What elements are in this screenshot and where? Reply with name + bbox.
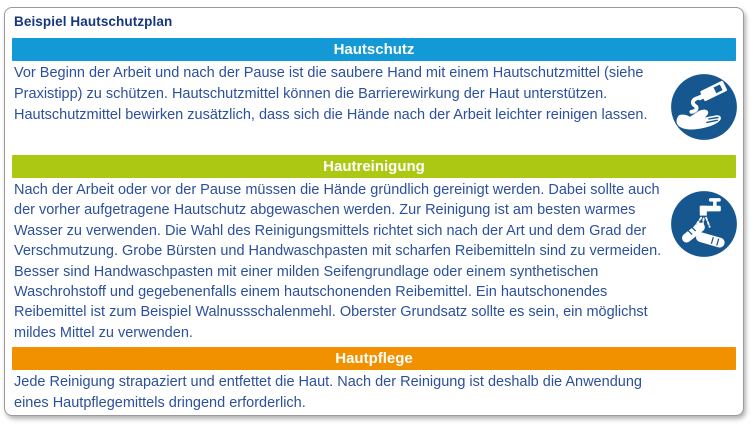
section-header-hautpflege	[12, 347, 736, 370]
section-header-hautreinigung	[12, 155, 736, 178]
section-header-label: Hautreinigung	[323, 158, 425, 175]
section-header-label: Hautpflege	[335, 350, 413, 367]
section-hautreinigung	[12, 155, 736, 347]
section-text-hautschutz: Vor Beginn der Arbeit und nach der Pause ist die saubere Hand mit einem Hautschutzmittel (siehe Praxistipp) zu schützen. Hautschutzmittel können die Barrierewirkung der Haut unterstützen. Hautschutzmittel bewirken zusätzlich, dass sich die Hände nach der Arbeit leichter reinigen lassen.	[14, 65, 648, 123]
section-header-hautschutz	[12, 38, 736, 61]
hautschutzplan-card	[4, 7, 744, 416]
section-hautschutz	[12, 38, 736, 155]
document-title: Beispiel Hautschutzplan	[14, 14, 173, 29]
section-hautpflege	[12, 347, 736, 414]
section-header-label: Hautschutz	[333, 41, 415, 58]
section-text-hautpflege: Jede Reinigung strapaziert und entfettet die Haut. Nach der Reinigung ist deshalb die Anwendung eines Hautpflegemittels dringend erforderlich.	[14, 374, 642, 411]
use-skin-protection-cream-icon	[669, 72, 739, 142]
wash-hands-icon	[669, 189, 739, 259]
section-text-hautreinigung: Nach der Arbeit oder vor der Pause müssen die Hände gründlich gereinigt werden. Dabei sollte auch der vorher aufgetragene Hautschutz abgewaschen werden. Zur Reinigung ist am besten warmes Wasser zu verwenden. Die Wahl des Reinigungsmittels richtet sich nach der Art und dem Grad der Verschmutzung. Grobe Bürsten und Handwaschpasten mit scharfen Reibemitteln sind zu vermeiden. Besser sind Handwaschpasten mit einer milden Seifengrundlage oder einem synthetischen Waschrohstoff und gegebenenfalls einem hautschonenden Reibemittel. Ein hautschonendes Reibemittel ist zum Beispiel Walnussschalenmehl. Oberster Grundsatz sollte es sein, ein möglichst mildes Mittel zu verwenden.	[14, 182, 662, 341]
